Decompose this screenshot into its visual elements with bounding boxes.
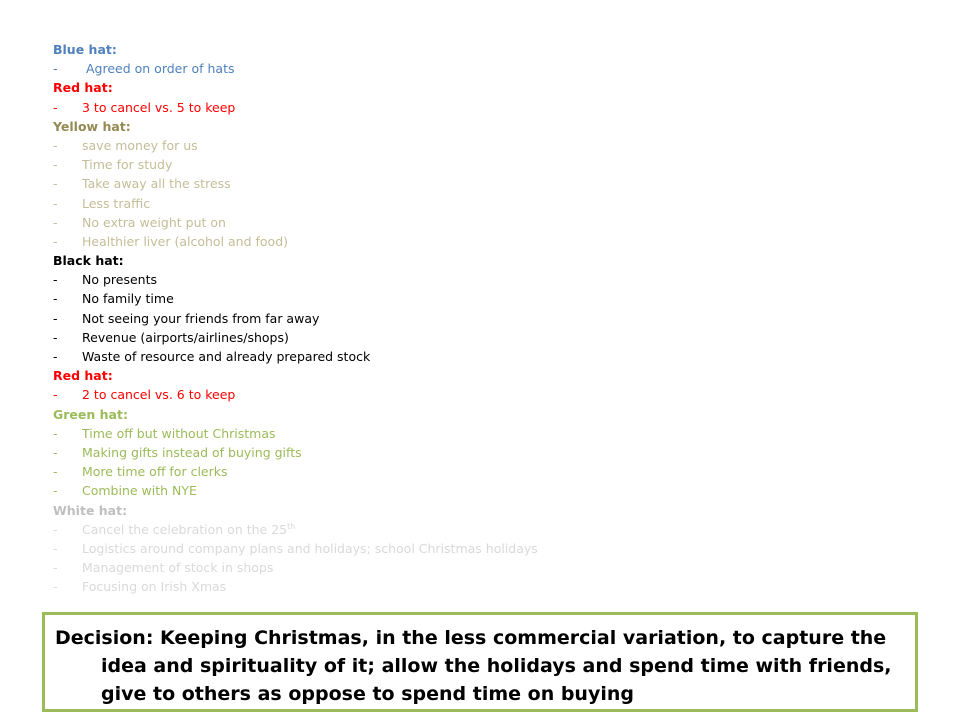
list-item [53, 155, 913, 174]
bullet-dash: - [53, 560, 58, 576]
superscript-th: th [287, 521, 296, 531]
list-item-label: Combine with NYE [82, 483, 197, 499]
list-item-label: No extra weight put on [82, 214, 226, 230]
list-item-text [82, 481, 197, 500]
bullet-dash: - [53, 233, 58, 249]
list-item [53, 270, 913, 289]
list-item [53, 424, 913, 443]
list-item [53, 59, 913, 78]
list-item [53, 385, 913, 404]
list-item [53, 481, 913, 500]
bullet-dash: - [53, 483, 58, 499]
list-item [53, 539, 913, 558]
bullet-dash: - [53, 195, 58, 211]
list-item-text [82, 443, 302, 462]
bullet-dash: - [53, 579, 58, 595]
list-item-label: Revenue (airports/airlines/shops) [82, 329, 289, 345]
list-item [53, 213, 913, 232]
list-item [53, 347, 913, 366]
list-item-label: 2 to cancel vs. 6 to keep [82, 387, 236, 403]
list-item-label: Time off but without Christmas [82, 425, 276, 441]
list-item [53, 443, 913, 462]
bullet-dash: - [53, 444, 58, 460]
hat-heading: Green hat: [53, 406, 128, 422]
bullet-dash: - [53, 521, 58, 537]
bullet-dash: - [53, 310, 58, 326]
list-item-label: More time off for clerks [82, 464, 228, 480]
list-item-text [82, 174, 231, 193]
bullet-dash: - [53, 272, 58, 288]
list-item-label: Not seeing your friends from far away [82, 310, 320, 326]
list-item-text [82, 520, 295, 539]
six-hats-notes [53, 40, 913, 596]
list-item-text [82, 155, 172, 174]
list-item-label: Agreed on order of hats [86, 61, 235, 77]
list-item [53, 98, 913, 117]
hat-heading: Blue hat: [53, 42, 117, 57]
bullet-dash: - [53, 387, 58, 403]
list-item-label: Making gifts instead of buying gifts [82, 444, 302, 460]
bullet-dash: - [53, 540, 58, 556]
list-item-label: No presents [82, 272, 157, 288]
bullet-dash: - [53, 99, 58, 115]
hat-heading: White hat: [53, 502, 128, 518]
list-item-text [82, 270, 157, 289]
bullet-dash: - [53, 329, 58, 345]
list-item-label: Time for study [82, 157, 173, 173]
hat-heading: Yellow hat: [53, 118, 131, 134]
bullet-dash: - [53, 137, 58, 153]
list-item [53, 328, 913, 347]
hat-heading: Red hat: [53, 80, 113, 96]
list-item-text [82, 385, 235, 404]
decision-text: Decision: Keeping Christmas, in the less commercial variation, to capture the idea and spirituality of it; allow the holidays and spend time with friends, give to others as oppose to spend time on buying [55, 627, 892, 705]
list-item [53, 577, 913, 596]
list-item-text [82, 289, 174, 308]
bullet-dash: - [53, 291, 58, 307]
bullet-dash: - [53, 349, 58, 364]
list-item-label: Logistics around company plans and holidays; school Christmas holidays [82, 540, 538, 556]
bullet-dash: - [53, 61, 58, 77]
list-item-label: 3 to cancel vs. 5 to keep [82, 99, 236, 115]
list-item-label: Healthier liver (alcohol and food) [82, 233, 289, 249]
hat-heading: Red hat: [53, 368, 113, 384]
list-item [53, 289, 913, 308]
list-item-text [82, 539, 538, 558]
list-item-text [82, 213, 226, 232]
list-item-text [82, 424, 276, 443]
bullet-dash: - [53, 157, 58, 173]
list-item-label: Focusing on Irish Xmas [82, 579, 227, 595]
list-item-label: Cancel the celebration on the 25 [82, 521, 288, 537]
list-item-label: Less traffic [82, 195, 151, 211]
bullet-dash: - [53, 176, 58, 192]
list-item-text [82, 136, 198, 155]
list-item [53, 136, 913, 155]
list-item [53, 520, 913, 539]
list-item-text [82, 309, 319, 328]
list-item-text [86, 59, 235, 78]
bullet-dash: - [53, 464, 58, 480]
list-item-label: Waste of resource and already prepared stock [82, 349, 371, 364]
list-item-text [82, 232, 288, 251]
list-item-text [82, 558, 273, 577]
list-item [53, 558, 913, 577]
decision-box [42, 612, 918, 712]
list-item-text [82, 98, 235, 117]
list-item [53, 232, 913, 251]
list-item-label: Take away all the stress [82, 176, 231, 192]
bullet-dash: - [53, 425, 58, 441]
list-item [53, 309, 913, 328]
list-item-label: No family time [82, 291, 174, 307]
list-item-text [82, 194, 150, 213]
list-item-text [82, 347, 370, 366]
list-item [53, 174, 913, 193]
list-item [53, 462, 913, 481]
list-item-text [82, 328, 289, 347]
hat-heading: Black hat: [53, 253, 124, 269]
list-item-label: save money for us [82, 137, 198, 153]
bullet-dash: - [53, 214, 58, 230]
list-item-label: Management of stock in shops [82, 560, 274, 576]
list-item-text [82, 577, 226, 596]
list-item-text [82, 462, 228, 481]
list-item [53, 194, 913, 213]
